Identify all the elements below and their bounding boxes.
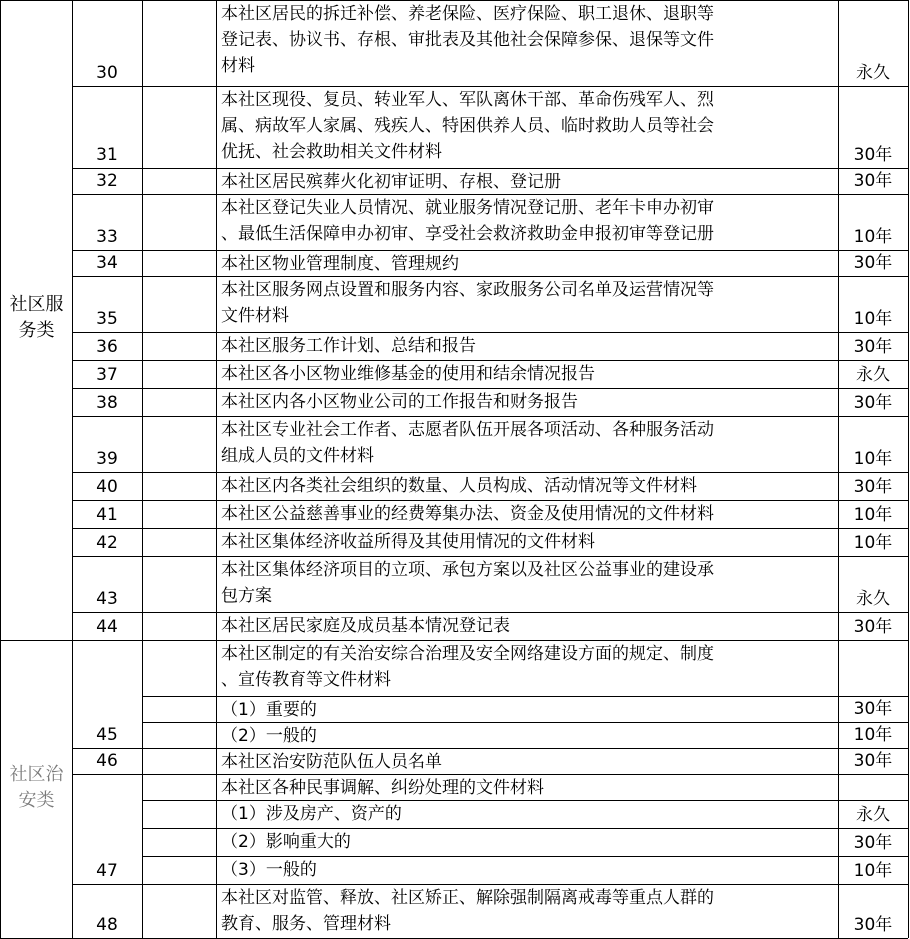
number-border (72, 416, 142, 417)
row-number: 40 (96, 477, 118, 497)
row-content (221, 1, 714, 79)
number-border (72, 332, 142, 333)
retention-period: 10年 (853, 861, 893, 881)
retention-period: 30年 (853, 699, 893, 719)
content-line: 本社区公益慈善事业的经费筹集办法、资金及使用情况的文件材料 (221, 504, 714, 524)
row-number: 39 (96, 449, 118, 469)
row-content (221, 697, 317, 723)
row-content (221, 361, 595, 387)
content-line: 、最低生活保障申办初审、享受社会救济救助金申报初审等登记册 (221, 224, 714, 244)
content-line: 本社区集体经济项目的立项、承包方案以及社区公益事业的建设承 (221, 560, 714, 580)
category-label: 社区服 (9, 294, 64, 315)
row-number: 31 (96, 145, 118, 165)
row-number: 36 (96, 337, 118, 357)
content-line: 本社区集体经济收益所得及其使用情况的文件材料 (221, 532, 595, 552)
row-number: 46 (96, 751, 118, 771)
table-border-right (908, 0, 909, 938)
row-content (221, 389, 578, 415)
content-line: 本社区对监管、释放、社区矫正、解除强制隔离戒毒等重点人群的 (221, 888, 714, 908)
retention-period: 永久 (856, 589, 890, 609)
row-content (221, 251, 459, 277)
retention-period: 10年 (853, 227, 893, 247)
number-border (72, 500, 142, 501)
row-content (221, 857, 317, 883)
row-content (221, 333, 476, 359)
number-border (72, 0, 142, 1)
number-border (72, 640, 142, 641)
content-line: 本社区物业管理制度、管理规约 (221, 254, 459, 274)
retention-period: 30年 (853, 751, 893, 771)
row-number: 48 (96, 915, 118, 935)
content-line: 本社区居民殡葬火化初审证明、存根、登记册 (221, 172, 561, 192)
row-content (221, 775, 544, 801)
row-content (221, 529, 595, 555)
number-border (72, 884, 142, 885)
content-line: （1）涉及房产、资产的 (221, 804, 402, 824)
content-line: 本社区现役、复员、转业军人、军队离休干部、革命伤残军人、烈 (221, 90, 714, 110)
content-line: 本社区登记失业人员情况、就业服务情况登记册、老年卡申办初审 (221, 198, 714, 218)
content-line: （2）影响重大的 (221, 832, 351, 852)
row-number: 42 (96, 533, 118, 553)
number-border (72, 360, 142, 361)
column-divider (216, 0, 217, 938)
retention-period: 30年 (853, 337, 893, 357)
row-content (221, 749, 442, 775)
row-number: 43 (96, 589, 118, 609)
row-content (221, 277, 714, 329)
row-content (221, 801, 402, 827)
row-number: 34 (96, 253, 118, 273)
retention-period: 30年 (853, 253, 893, 273)
row-number: 33 (96, 227, 118, 247)
number-border (72, 774, 142, 775)
content-line: 本社区内各小区物业公司的工作报告和财务报告 (221, 392, 578, 412)
category-cell (1, 292, 72, 344)
content-line: 教育、服务、管理材料 (221, 914, 391, 934)
retention-period: 10年 (853, 533, 893, 553)
row-number: 41 (96, 505, 118, 525)
content-line: 属、病故军人家属、残疾人、特困供养人员、临时救助人员等社会 (221, 116, 714, 136)
row-number: 35 (96, 309, 118, 329)
content-line: 本社区服务工作计划、总结和报告 (221, 336, 476, 356)
number-border (72, 388, 142, 389)
category-border (0, 0, 72, 1)
content-line: 优抚、社会救助相关文件材料 (221, 142, 442, 162)
content-line: （1）重要的 (221, 700, 317, 720)
retention-period: 10年 (853, 725, 893, 745)
retention-period: 30年 (853, 477, 893, 497)
number-border (72, 612, 142, 613)
row-content (221, 417, 714, 469)
row-number: 37 (96, 365, 118, 385)
row-content (221, 473, 697, 499)
row-content (221, 87, 714, 165)
category-label: 安类 (18, 790, 55, 811)
retention-period: 30年 (853, 171, 893, 191)
row-number: 44 (96, 617, 118, 637)
row-content (221, 723, 317, 749)
content-line: 本社区服务网点设置和服务内容、家政服务公司名单及运营情况等 (221, 280, 714, 300)
content-line: 组成人员的文件材料 (221, 446, 374, 466)
content-line: 登记表、协议书、存根、审批表及其他社会保障参保、退保等文件 (221, 30, 714, 50)
content-line: 本社区专业社会工作者、志愿者队伍开展各项活动、各种服务活动 (221, 420, 714, 440)
content-line: 本社区治安防范队伍人员名单 (221, 752, 442, 772)
content-line: 本社区内各类社会组织的数量、人员构成、活动情况等文件材料 (221, 476, 697, 496)
category-label: 社区治 (9, 764, 64, 785)
content-line: 本社区居民的拆迁补偿、养老保险、医疗保险、职工退休、退职等 (221, 4, 714, 24)
retention-period: 10年 (853, 309, 893, 329)
retention-period: 30年 (853, 915, 893, 935)
row-content (221, 501, 714, 527)
content-line: 、宣传教育等文件材料 (221, 670, 391, 690)
row-content (221, 641, 714, 693)
row-content (221, 885, 714, 937)
category-border (0, 640, 72, 641)
row-content (221, 557, 714, 609)
row-content (221, 613, 510, 639)
retention-period: 永久 (856, 805, 890, 825)
content-line: 本社区制定的有关治安综合治理及安全网络建设方面的规定、制度 (221, 644, 714, 664)
retention-period: 30年 (853, 833, 893, 853)
content-line: 文件材料 (221, 306, 289, 326)
row-content (221, 829, 351, 855)
content-line: 包方案 (221, 586, 272, 606)
row-number: 32 (96, 171, 118, 191)
retention-period: 永久 (856, 63, 890, 83)
content-line: 材料 (221, 56, 255, 76)
number-border (72, 528, 142, 529)
row-content (221, 169, 561, 195)
retention-period: 30年 (853, 393, 893, 413)
retention-period: 30年 (853, 617, 893, 637)
number-border (72, 194, 142, 195)
content-line: （3）一般的 (221, 860, 317, 880)
content-line: 本社区各种民事调解、纠纷处理的文件材料 (221, 778, 544, 798)
row-number: 30 (96, 63, 118, 83)
category-label: 务类 (18, 320, 55, 341)
row-number: 38 (96, 393, 118, 413)
retention-period: 10年 (853, 505, 893, 525)
retention-period: 永久 (856, 365, 890, 385)
number-border (72, 86, 142, 87)
retention-period: 30年 (853, 145, 893, 165)
row-number: 47 (96, 861, 118, 881)
content-line: 本社区居民家庭及成员基本情况登记表 (221, 616, 510, 636)
number-border (72, 556, 142, 557)
content-line: 本社区各小区物业维修基金的使用和结余情况报告 (221, 364, 595, 384)
number-border (72, 276, 142, 277)
row-content (221, 195, 714, 247)
retention-period: 10年 (853, 449, 893, 469)
category-cell (1, 762, 72, 814)
content-line: （2）一般的 (221, 726, 317, 746)
column-divider (142, 0, 143, 938)
row-number: 45 (96, 725, 118, 745)
number-border (72, 472, 142, 473)
